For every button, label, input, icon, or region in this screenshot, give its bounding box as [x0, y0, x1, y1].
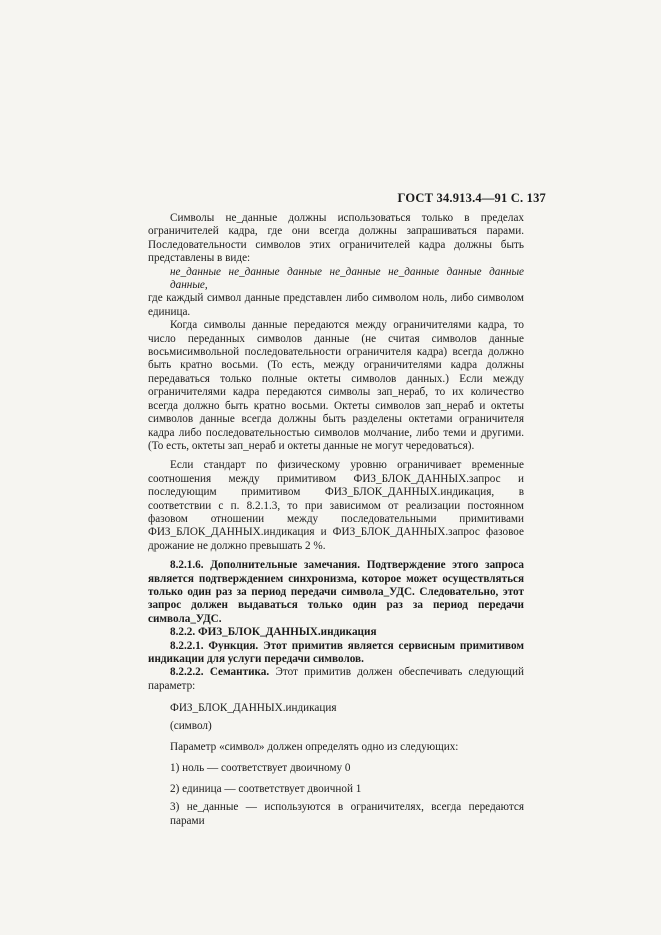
frame-delimiter-sequence: не_данные не_данные данные не_данные не_данные данные данные данные,: [170, 265, 524, 292]
paragraph-timing-constraints: Если стандарт по физическому уровню ограничивает временные соотношения между примитивом ФИЗ_БЛОК_ДАННЫХ.запрос и последующим примитивом ФИЗ_БЛОК_ДАННЫХ.индикация, в соответствии с п. 8.2.1.3, то при зависимом от реализации постоянном фазовом отношении между последовательными примитивами ФИЗ_БЛОК_ДАННЫХ.индикация и ФИЗ_БЛОК_ДАННЫХ.запрос фазовое дрожание не должно превышать 2 %.: [148, 459, 524, 552]
section-8-2-2-2-heading: 8.2.2.2. Семантика.: [170, 666, 270, 679]
section-8-2-1-6-text: Подтверждение этого запроса является подтверждением синхронизма, которое может осуществляться только один раз за период передачи символа_УДС. Следовательно, этот запрос должен выдаваться только один раз за период передачи символа_УДС.: [148, 559, 524, 625]
section-8-2-2-heading: 8.2.2. ФИЗ_БЛОК_ДАННЫХ.индикация: [170, 626, 377, 639]
list-item-zero: 1) ноль — соответствует двоичному 0: [170, 762, 351, 775]
section-8-2-2-1-heading: 8.2.2.1. Функция.: [170, 639, 259, 652]
paragraph-symbol-parameter: Параметр «символ» должен определять одно из следующих:: [170, 741, 459, 754]
section-8-2-2-2-text: Этот примитив должен обеспечивать следующий параметр:: [148, 666, 525, 692]
section-8-2-2-2: [148, 666, 524, 693]
page-body: [148, 212, 524, 828]
primitive-name: ФИЗ_БЛОК_ДАННЫХ.индикация: [170, 702, 337, 715]
list-item-nondata: 3) не_данные — используются в ограничителях, всегда передаются парами: [170, 801, 524, 827]
section-8-2-1-6: [148, 559, 524, 626]
paragraph-data-octets: Когда символы данные передаются между ограничителями кадра, то число переданных символов данные (не считая символов данные восьмисимвольной последовательности ограничителя кадра) всегда должно быть кратно восьми. (То есть, между ограничителями кадра должны передаваться только полные октеты символов данных.) Если между ограничителями кадра передаются символы зап_нераб, то их количество всегда должно быть кратно восьми. Октеты символов зап_нераб и октеты символов данные всегда должны быть разделены октетами ограничителя кадра либо последовательностью символов молчание, либо теми и другими. (То есть, октеты зап_нераб и октеты данные не могут чередоваться).: [148, 319, 524, 452]
section-8-2-1-6-heading: 8.2.1.6. Дополнительные замечания.: [170, 559, 361, 572]
list-item-one: 2) единица — соответствует двоичной 1: [170, 783, 362, 796]
paragraph-nondata-usage: Символы не_данные должны использоваться только в пределах ограничителей кадра, где они всегда должны запрашиваться парами. Последовательности символов этих ограничителей кадра должны быть представлены в виде:: [148, 212, 524, 265]
primitive-parameter: (символ): [170, 720, 212, 733]
section-8-2-2-1-text: Этот примитив является сервисным примитивом индикации для услуги передачи символов.: [148, 639, 524, 665]
paragraph-data-symbol-definition: где каждый символ данные представлен либо символом ноль, либо символом единица.: [148, 292, 524, 318]
section-8-2-2-1: [148, 640, 524, 667]
running-header: ГОСТ 34.913.4—91 С. 137: [397, 191, 546, 205]
